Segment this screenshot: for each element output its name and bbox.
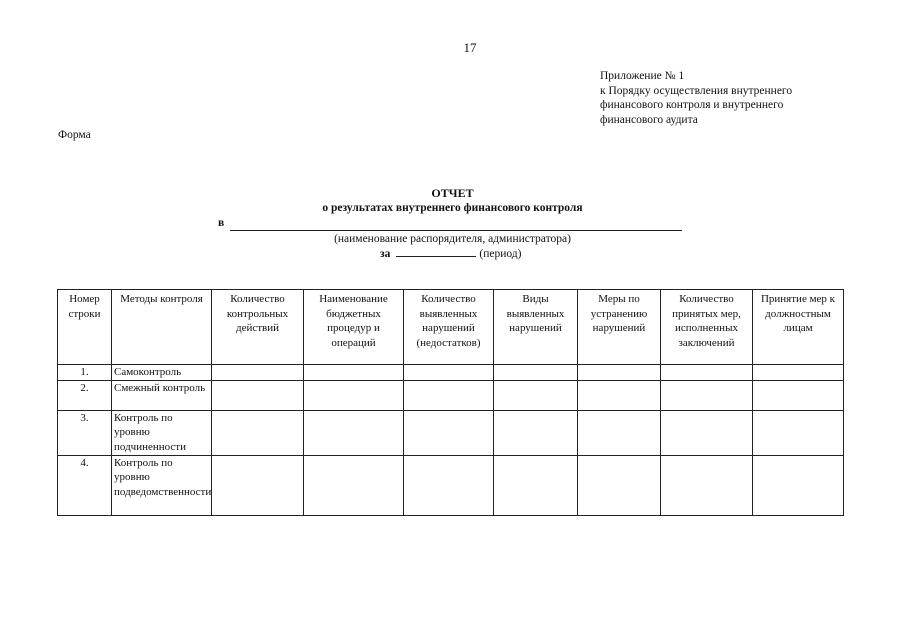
period-line <box>380 246 521 261</box>
appendix-line: финансового контроля и внутреннего <box>600 99 784 111</box>
empty-cell[interactable] <box>753 365 844 381</box>
column-header-violation-types: Виды выявленных нарушений <box>494 290 578 365</box>
empty-cell[interactable] <box>404 365 494 381</box>
column-header-row-number: Номер строки <box>58 290 112 365</box>
column-header-budget-procedures: Наименование бюджетных процедур и операций <box>304 290 404 365</box>
empty-cell[interactable] <box>212 365 304 381</box>
empty-cell[interactable] <box>661 410 753 455</box>
form-label: Форма <box>58 129 91 141</box>
control-method-cell: Самоконтроль <box>112 365 212 381</box>
empty-cell[interactable] <box>404 380 494 410</box>
empty-cell[interactable] <box>661 380 753 410</box>
report-subtitle: о результатах внутреннего финансового контроля <box>322 202 583 214</box>
empty-cell[interactable] <box>578 365 661 381</box>
empty-cell[interactable] <box>304 380 404 410</box>
row-number-cell: 2. <box>58 380 112 410</box>
control-method-cell: Смежный контроль <box>112 380 212 410</box>
organization-name-hint: (наименование распорядителя, администратора) <box>334 233 571 245</box>
column-header-violations-count: Количество выявленных нарушений (недостатков) <box>404 290 494 365</box>
table-row <box>58 365 844 381</box>
period-prefix: за <box>380 248 391 260</box>
empty-cell[interactable] <box>212 410 304 455</box>
empty-cell[interactable] <box>212 380 304 410</box>
empty-cell[interactable] <box>578 380 661 410</box>
empty-cell[interactable] <box>494 410 578 455</box>
report-table <box>57 289 844 516</box>
page-number: 17 <box>463 40 477 55</box>
empty-cell[interactable] <box>494 365 578 381</box>
empty-cell[interactable] <box>753 380 844 410</box>
report-title: ОТЧЕТ <box>431 186 474 200</box>
organization-name-blank[interactable] <box>230 230 682 231</box>
table-header-row <box>58 290 844 365</box>
appendix-line: финансового аудита <box>600 113 698 126</box>
table-row <box>58 455 844 515</box>
empty-cell[interactable] <box>404 410 494 455</box>
appendix-line: Приложение № 1 <box>600 70 685 82</box>
control-method-cell: Контроль по уровню подчиненности <box>112 410 212 455</box>
empty-cell[interactable] <box>578 455 661 515</box>
appendix-line: к Порядку осуществления внутреннего <box>600 84 793 97</box>
empty-cell[interactable] <box>494 455 578 515</box>
column-header-officials-measures: Принятие мер к должностным лицам <box>753 290 844 365</box>
empty-cell[interactable] <box>753 410 844 455</box>
appendix-reference <box>600 69 792 127</box>
empty-cell[interactable] <box>304 455 404 515</box>
empty-cell[interactable] <box>661 365 753 381</box>
column-header-remedial-measures: Меры по устранению нарушений <box>578 290 661 365</box>
empty-cell[interactable] <box>661 455 753 515</box>
row-number-cell: 1. <box>58 365 112 381</box>
row-number-cell: 3. <box>58 410 112 455</box>
period-hint: (период) <box>479 248 522 260</box>
empty-cell[interactable] <box>753 455 844 515</box>
empty-cell[interactable] <box>304 365 404 381</box>
empty-cell[interactable] <box>494 380 578 410</box>
table-row <box>58 380 844 410</box>
column-header-control-actions-count: Количество контрольных действий <box>212 290 304 365</box>
in-label: в <box>218 217 225 229</box>
row-number-cell: 4. <box>58 455 112 515</box>
empty-cell[interactable] <box>212 455 304 515</box>
control-method-cell: Контроль по уровню подведомственности <box>112 455 212 515</box>
column-header-measures-taken-count: Количество принятых мер, исполненных заключений <box>661 290 753 365</box>
table-row <box>58 410 844 455</box>
empty-cell[interactable] <box>404 455 494 515</box>
period-blank[interactable] <box>396 246 476 257</box>
empty-cell[interactable] <box>578 410 661 455</box>
empty-cell[interactable] <box>304 410 404 455</box>
column-header-control-methods: Методы контроля <box>112 290 212 365</box>
